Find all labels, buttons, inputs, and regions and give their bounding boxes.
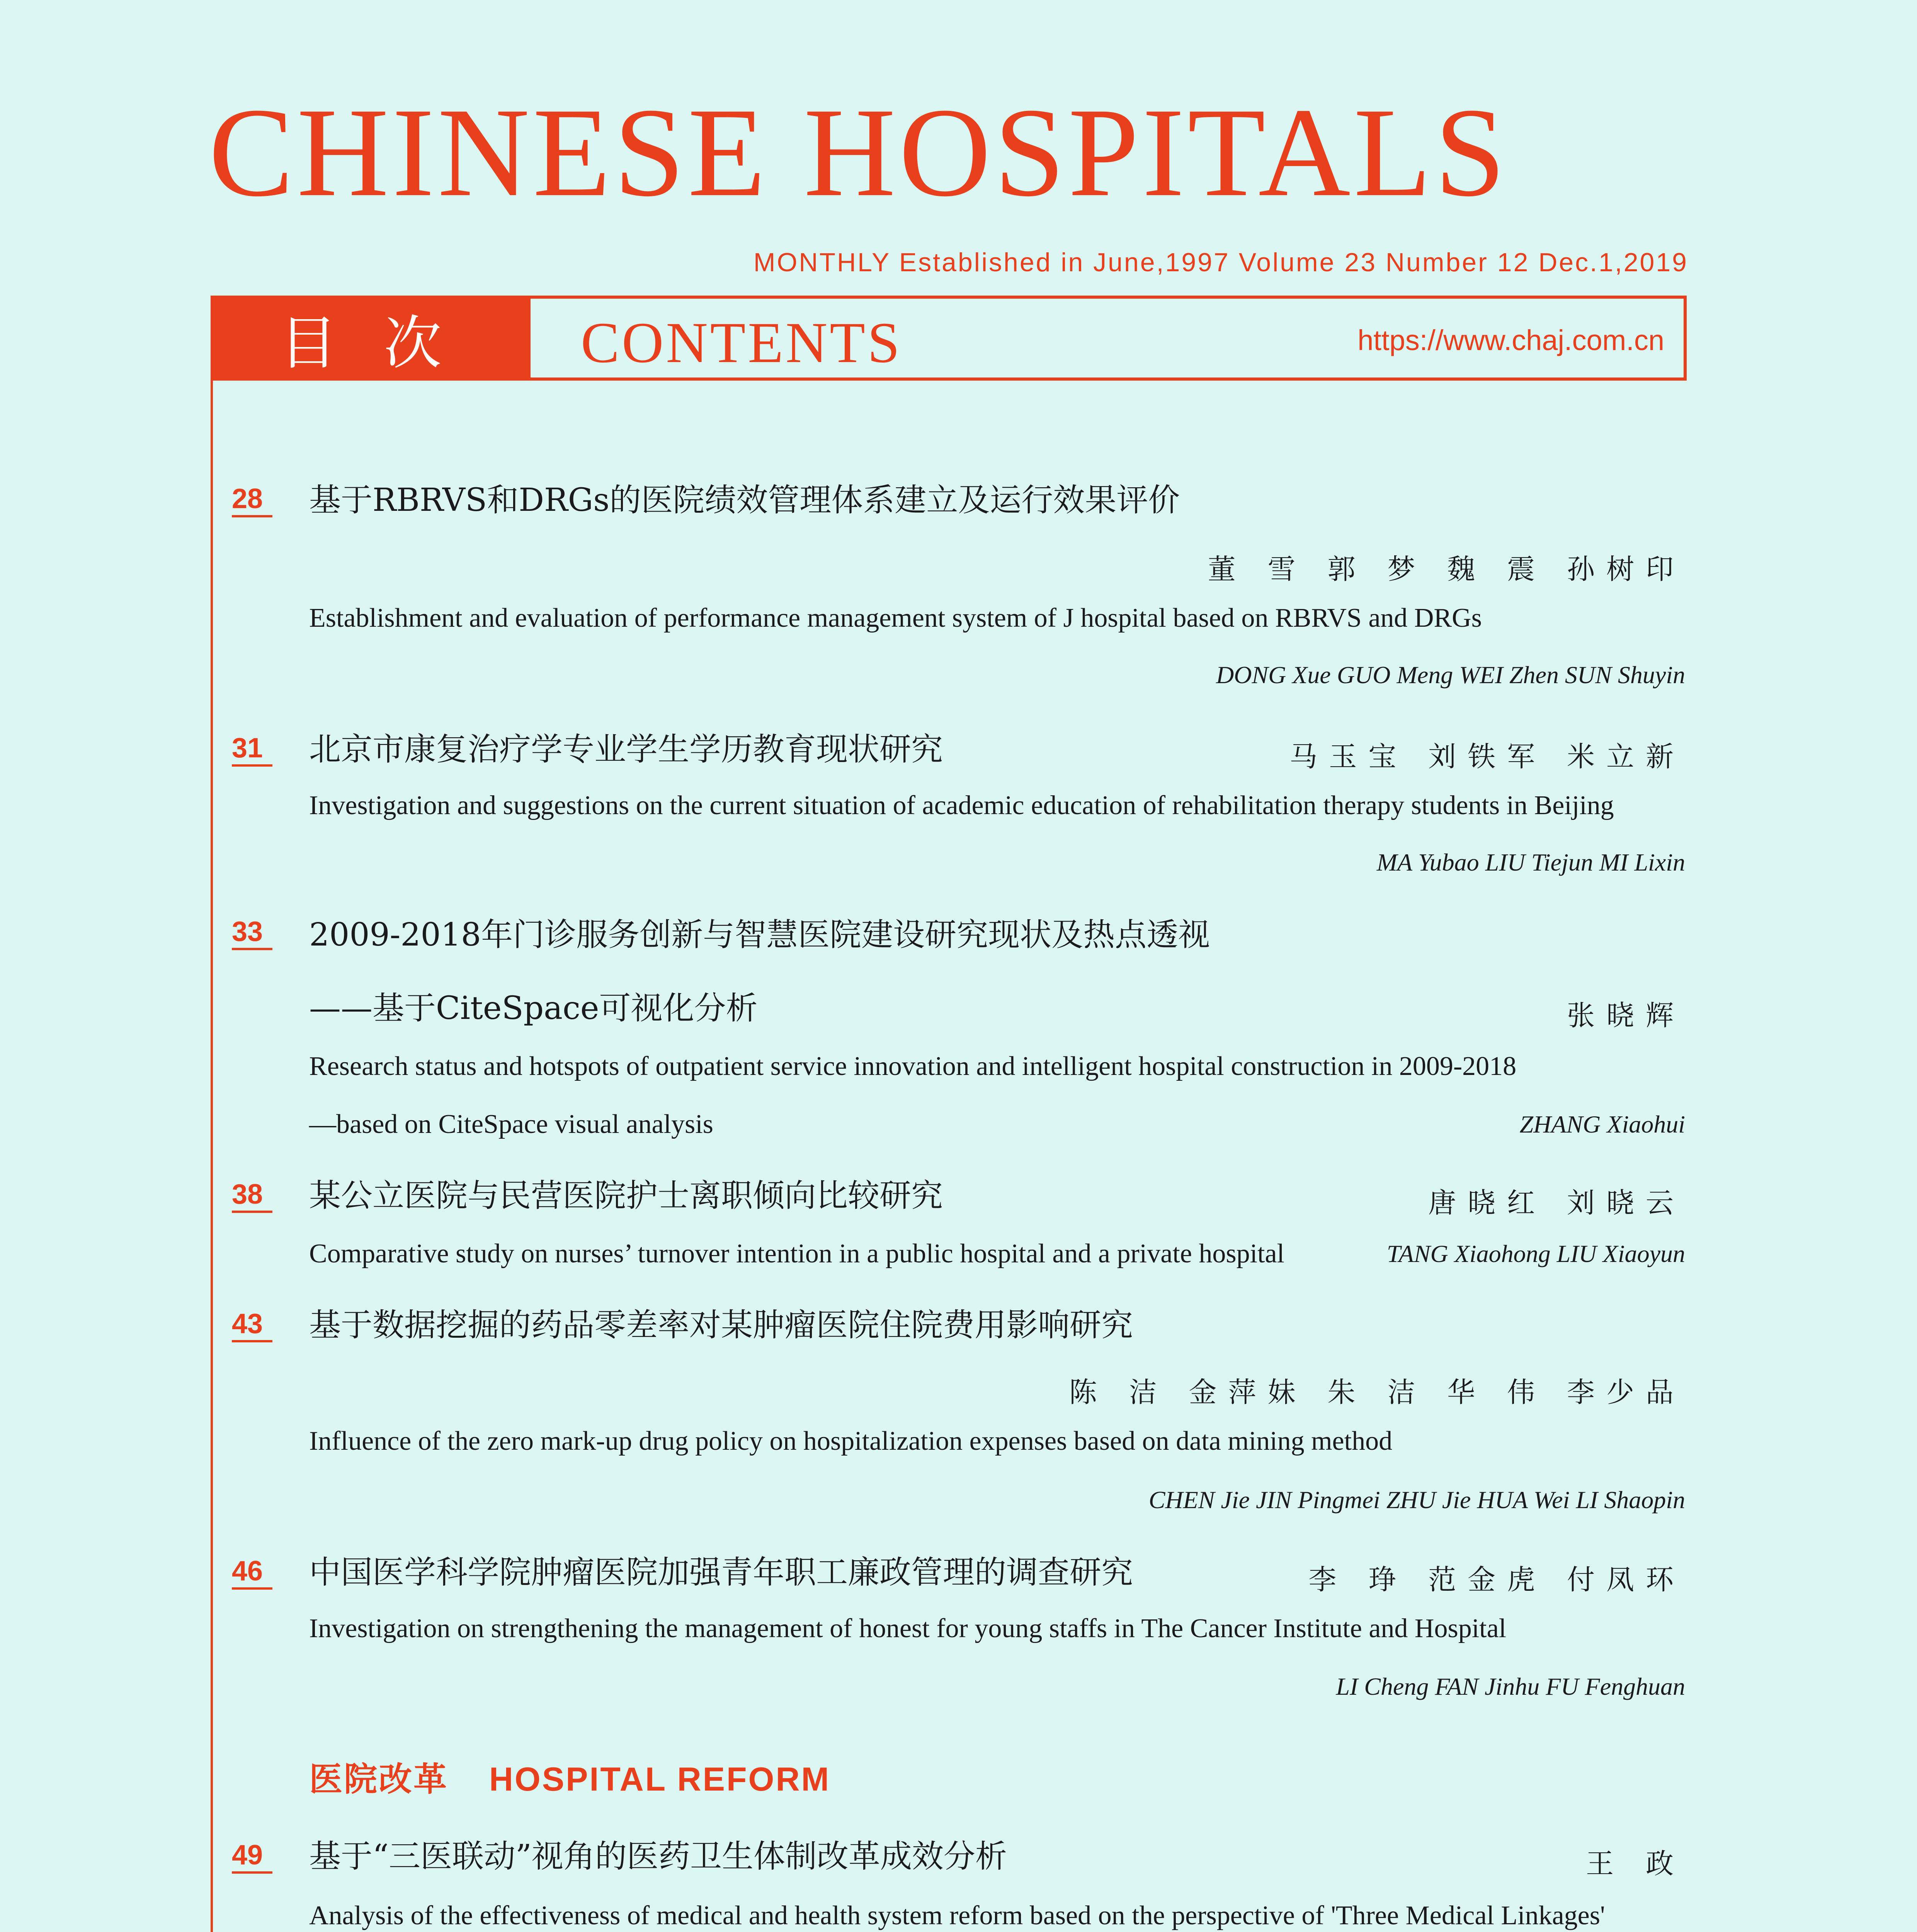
- page-number[interactable]: 49: [232, 1841, 272, 1874]
- article-authors-en: TANG Xiaohong LIU Xiaoyun: [1386, 1240, 1685, 1267]
- article-subtitle-en[interactable]: —based on CiteSpace visual analysis: [309, 1109, 713, 1139]
- section-heading-en: HOSPITAL REFORM: [489, 1761, 831, 1798]
- article-title-en[interactable]: Research status and hotspots of outpatient service innovation and intelligent hospital construction in 2009-2018: [309, 1051, 1517, 1081]
- article-title-cn[interactable]: 2009-2018年门诊服务创新与智慧医院建设研究现状及热点透视: [309, 917, 1210, 953]
- article-authors-en: MA Yubao LIU Tiejun MI Lixin: [1376, 849, 1685, 876]
- article-authors-cn: 董 雪 郭 梦 魏 震 孙树印: [1208, 553, 1685, 585]
- article-title-en[interactable]: Influence of the zero mark-up drug policy on hospitalization expenses based on data mining method: [309, 1426, 1393, 1456]
- section-heading-hospital-reform: [309, 1752, 830, 1800]
- article-authors-cn: 唐晓红 刘晓云: [1428, 1187, 1685, 1219]
- article-authors-en: DONG Xue GUO Meng WEI Zhen SUN Shuyin: [1216, 661, 1685, 689]
- article-title-en[interactable]: Analysis of the effectiveness of medical and health system reform based on the perspective of 'Three Medical Linkages': [309, 1901, 1605, 1930]
- article-authors-cn: 马玉宝 刘铁军 米立新: [1289, 740, 1685, 773]
- page-number[interactable]: 33: [232, 918, 272, 950]
- journal-title: CHINESE HOSPITALS: [209, 82, 1509, 223]
- article-title-en[interactable]: Comparative study on nurses’ turnover intention in a public hospital and a private hospital: [309, 1239, 1284, 1269]
- article-title-cn[interactable]: 北京市康复治疗学专业学生学历教育现状研究: [309, 731, 943, 768]
- article-title-cn[interactable]: 基于“三医联动”视角的医药卫生体制改革成效分析: [309, 1838, 1007, 1875]
- contents-cn-label: 目次: [214, 299, 531, 378]
- article-title-en[interactable]: Investigation and suggestions on the current situation of academic education of rehabilitation therapy students in Beijing: [309, 791, 1614, 820]
- section-heading-cn: 医院改革: [309, 1760, 448, 1799]
- article-authors-cn: 王 政: [1586, 1847, 1685, 1880]
- article-subtitle-cn[interactable]: ——基于CiteSpace可视化分析: [309, 990, 758, 1027]
- article-authors-cn: 李 琤 范金虎 付凤环: [1308, 1563, 1685, 1596]
- article-authors-en: ZHANG Xiaohui: [1519, 1111, 1685, 1138]
- article-title-cn[interactable]: 基于RBRVS和DRGs的医院绩效管理体系建立及运行效果评价: [309, 482, 1180, 519]
- article-title-en[interactable]: Establishment and evaluation of performance management system of J hospital based on RBRVS and DRGs: [309, 603, 1482, 633]
- publication-info: MONTHLY Established in June,1997 Volume 23 Number 12 Dec.1,2019: [753, 248, 1688, 277]
- article-title-cn[interactable]: 中国医学科学院肿瘤医院加强青年职工廉政管理的调查研究: [309, 1554, 1133, 1591]
- article-authors-cn: 张晓辉: [1567, 999, 1685, 1032]
- page-number[interactable]: 46: [232, 1557, 272, 1590]
- website-link[interactable]: https://www.chaj.com.cn: [1357, 324, 1664, 356]
- page-number[interactable]: 31: [232, 734, 272, 767]
- article-title-en[interactable]: Investigation on strengthening the management of honest for young staffs in The Cancer Institute and Hospital: [309, 1614, 1507, 1643]
- article-title-cn[interactable]: 某公立医院与民营医院护士离职倾向比较研究: [309, 1177, 943, 1214]
- page-number[interactable]: 38: [232, 1180, 272, 1213]
- page-number[interactable]: 43: [232, 1310, 272, 1342]
- page-number[interactable]: 28: [232, 485, 272, 517]
- article-authors-en: LI Cheng FAN Jinhu FU Fenghuan: [1336, 1673, 1685, 1700]
- contents-en-label: CONTENTS: [581, 311, 902, 375]
- article-authors-cn: 陈 洁 金萍妹 朱 洁 华 伟 李少品: [1069, 1376, 1685, 1408]
- article-title-cn[interactable]: 基于数据挖掘的药品零差率对某肿瘤医院住院费用影响研究: [309, 1307, 1133, 1344]
- article-authors-en: CHEN Jie JIN Pingmei ZHU Jie HUA Wei LI Shaopin: [1148, 1486, 1685, 1514]
